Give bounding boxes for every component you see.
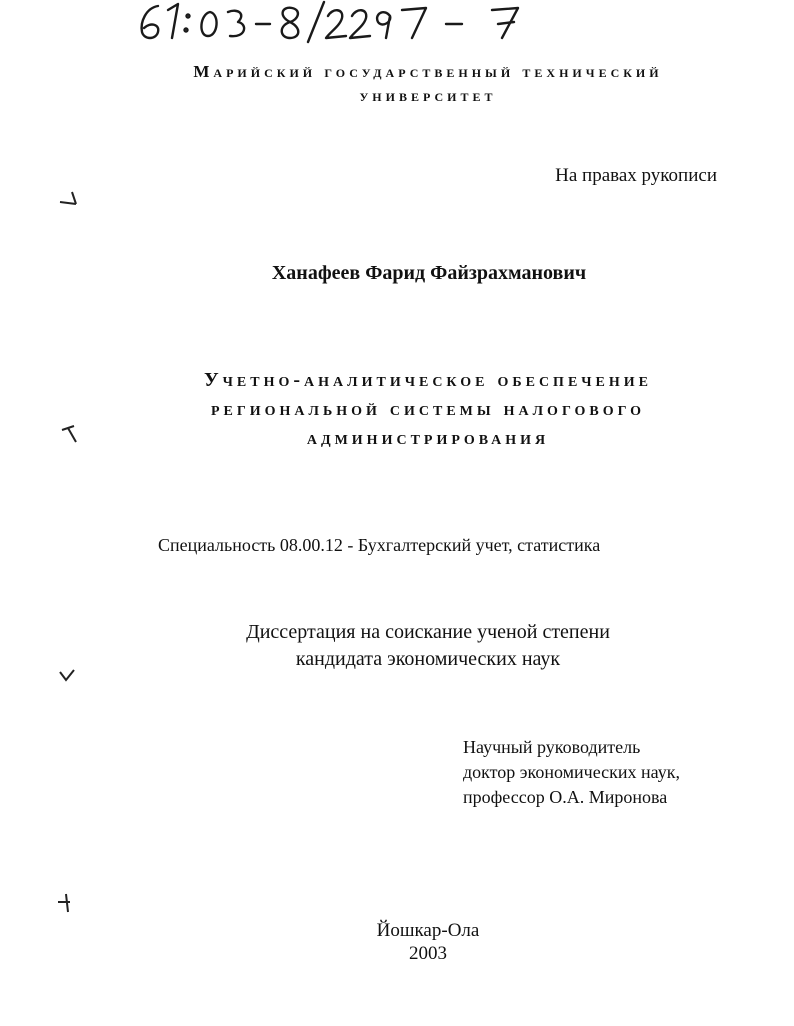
year: 2003 bbox=[409, 943, 447, 964]
university-line-2: университет bbox=[359, 86, 497, 105]
degree-line-2: кандидата экономических наук bbox=[295, 648, 561, 670]
university-line-1: Марийский государственный технический bbox=[193, 62, 663, 81]
title-line-3: администрирования bbox=[306, 427, 550, 449]
supervisor-line-3: профессор О.А. Миронова bbox=[463, 787, 668, 807]
margin-mark bbox=[56, 184, 86, 214]
margin-mark bbox=[54, 888, 84, 918]
handwritten-number-drawing bbox=[128, 0, 548, 44]
degree-statement bbox=[60, 619, 794, 673]
title-line-2: региональной системы налогового bbox=[210, 398, 646, 420]
city: Йошкар-Ола bbox=[376, 920, 480, 941]
supervisor-block bbox=[463, 735, 680, 810]
author-name: Ханафеев Фарид Файзрахманович bbox=[271, 262, 587, 284]
manuscript-note: На правах рукописи bbox=[555, 165, 717, 186]
dissertation-title bbox=[60, 366, 794, 453]
supervisor-line-1: Научный руководитель bbox=[463, 737, 641, 757]
university-name bbox=[60, 60, 794, 108]
handwritten-archive-number bbox=[128, 0, 548, 44]
title-line-1: Учетно-аналитическое обеспечение bbox=[203, 369, 653, 391]
specialty: Специальность 08.00.12 - Бухгалтерский учет, статистика bbox=[158, 535, 601, 555]
place-and-year bbox=[60, 919, 794, 965]
degree-line-1: Диссертация на соискание ученой степени bbox=[246, 621, 610, 643]
supervisor-line-2: доктор экономических наук, bbox=[463, 762, 680, 782]
